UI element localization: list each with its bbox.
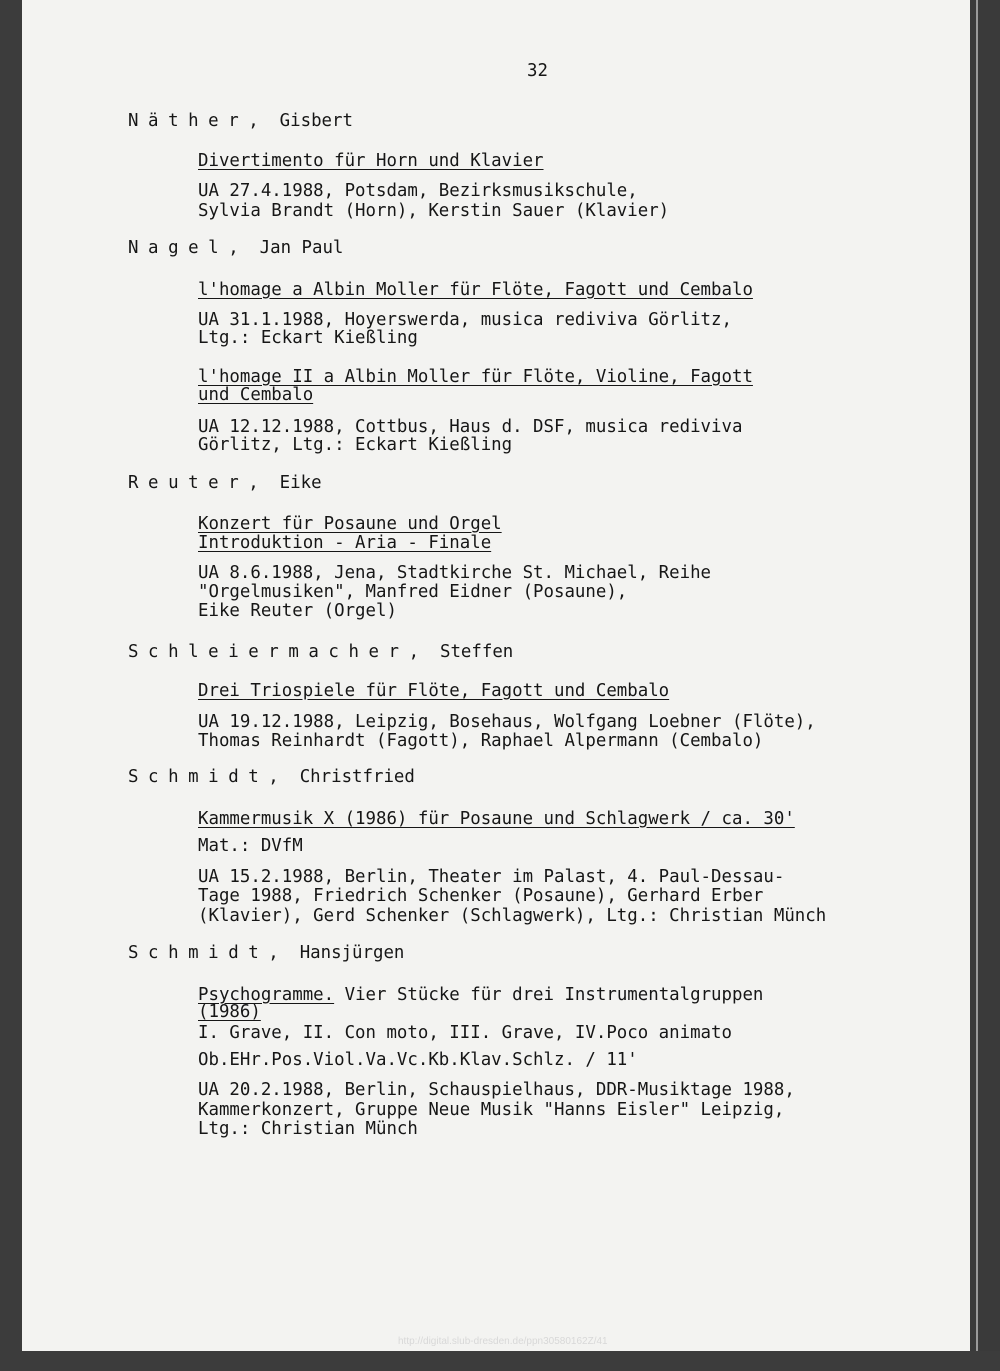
premiere-line: Sylvia Brandt (Horn), Kerstin Sauer (Klavier): [198, 201, 670, 221]
premiere-line: UA 15.2.1988, Berlin, Theater im Palast, 4. Paul-Dessau-: [198, 867, 785, 887]
composer-given-name: Steffen: [439, 642, 514, 662]
composer-given-name: Gisbert: [279, 111, 353, 131]
scan-bottom: [0, 1351, 1000, 1371]
work-title: l'homage a Albin Moller für Flöte, Fagott und Cembalo: [198, 280, 753, 300]
composer-heading: Reuter, Eike: [128, 473, 322, 493]
work-title: Divertimento für Horn und Klavier: [198, 151, 544, 171]
footer-url: http://digital.slub-dresden.de/ppn30580162Z/41: [398, 1336, 608, 1347]
work-title: Drei Triospiele für Flöte, Fagott und Cembalo: [198, 681, 670, 701]
premiere-line: UA 31.1.1988, Hoyerswerda, musica rediviva Görlitz,: [198, 310, 732, 330]
composer-surname: Nagel: [128, 238, 229, 258]
composer-heading: Nagel, Jan Paul: [128, 238, 344, 258]
premiere-line: (Klavier), Gerd Schenker (Schlagwerk), Ltg.: Christian Münch: [198, 906, 827, 926]
work-title: l'homage II a Albin Moller für Flöte, Violine, Fagott: [198, 367, 753, 387]
premiere-line: Kammerkonzert, Gruppe Neue Musik "Hanns Eisler" Leipzig,: [198, 1100, 785, 1120]
scan-edge: [970, 0, 1000, 1371]
composer-given-name: Christfried: [299, 767, 415, 787]
work-subtitle: Vier Stücke für drei Instrumentalgruppen: [334, 985, 764, 1005]
instrumentation: Ob.EHr.Pos.Viol.Va.Vc.Kb.Klav.Schlz. / 11': [198, 1050, 638, 1070]
work-year: (1986): [198, 1002, 261, 1022]
work-subtitle: Introduktion - Aria - Finale: [198, 533, 492, 553]
composer-given-name: Hansjürgen: [299, 943, 405, 963]
work-title: Konzert für Posaune und Orgel: [198, 514, 502, 534]
work-title: Psychogramme.: [198, 985, 335, 1005]
premiere-line: "Orgelmusiken", Manfred Eidner (Posaune),: [198, 582, 628, 602]
composer-surname: Reuter: [128, 473, 249, 493]
composer-surname: Schmidt: [128, 767, 269, 787]
premiere-line: Thomas Reinhardt (Fagott), Raphael Alpermann (Cembalo): [198, 731, 764, 751]
composer-surname: Schleiermacher: [128, 642, 409, 662]
premiere-line: UA 12.12.1988, Cottbus, Haus d. DSF, musica rediviva: [198, 417, 743, 437]
composer-given-name: Eike: [279, 473, 322, 493]
premiere-line: Ltg.: Eckart Kießling: [198, 328, 418, 348]
work-title: Kammermusik X (1986) für Posaune und Schlagwerk / ca. 30': [198, 809, 795, 829]
material-note: Mat.: DVfM: [198, 836, 303, 856]
premiere-line: UA 27.4.1988, Potsdam, Bezirksmusikschule,: [198, 181, 638, 201]
premiere-line: UA 19.12.1988, Leipzig, Bosehaus, Wolfgang Loebner (Flöte),: [198, 712, 816, 732]
premiere-line: Görlitz, Ltg.: Eckart Kießling: [198, 435, 513, 455]
movements: I. Grave, II. Con moto, III. Grave, IV.Poco animato: [198, 1023, 732, 1043]
premiere-line: Tage 1988, Friedrich Schenker (Posaune), Gerhard Erber: [198, 886, 764, 906]
composer-given-name: Jan Paul: [259, 238, 344, 258]
composer-heading: Schmidt, Hansjürgen: [128, 943, 405, 963]
premiere-line: Eike Reuter (Orgel): [198, 601, 397, 621]
work-title-line: [198, 985, 763, 1005]
composer-heading: Schmidt, Christfried: [128, 767, 415, 787]
composer-heading: Schleiermacher, Steffen: [128, 642, 514, 662]
premiere-line: UA 8.6.1988, Jena, Stadtkirche St. Michael, Reihe: [198, 563, 712, 583]
page-number: 32: [527, 61, 548, 81]
work-title: und Cembalo: [198, 385, 314, 405]
composer-surname: Schmidt: [128, 943, 269, 963]
composer-surname: Näther: [128, 111, 249, 131]
composer-heading: Näther, Gisbert: [128, 111, 353, 131]
premiere-line: Ltg.: Christian Münch: [198, 1119, 418, 1139]
premiere-line: UA 20.2.1988, Berlin, Schauspielhaus, DDR-Musiktage 1988,: [198, 1080, 795, 1100]
